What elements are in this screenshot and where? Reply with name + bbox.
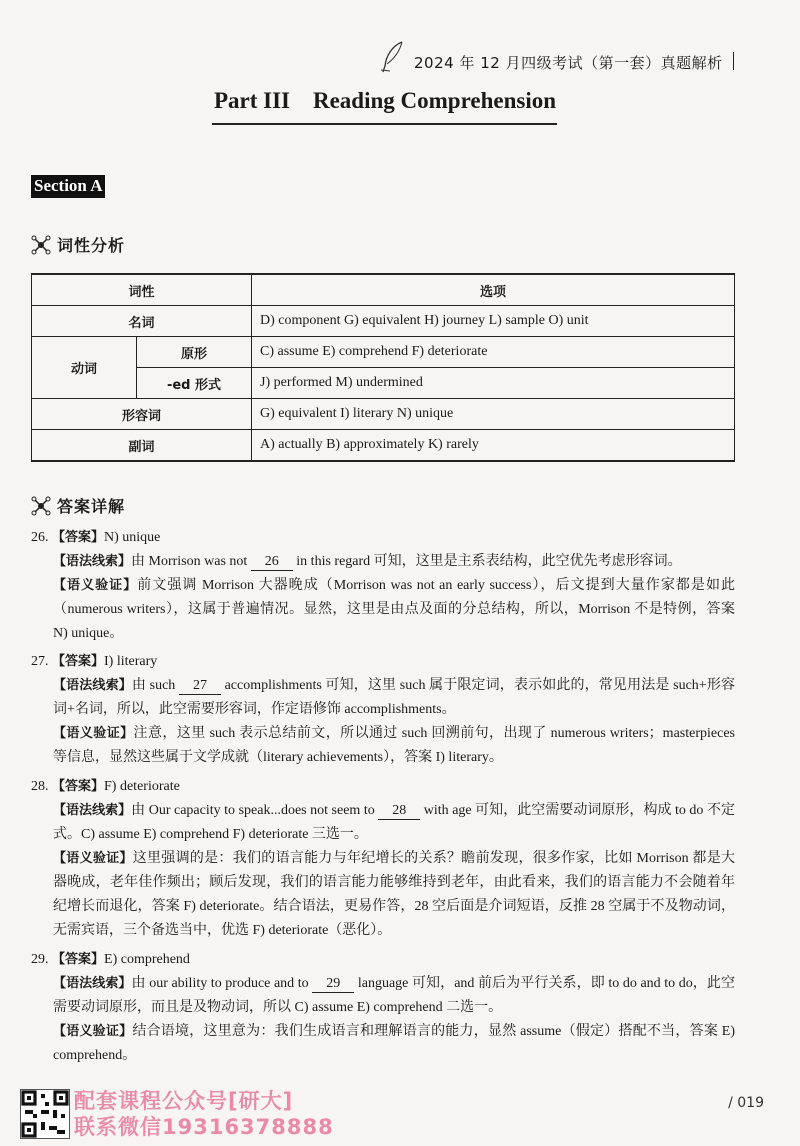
feather-pen-icon (378, 40, 408, 74)
page-header (378, 40, 748, 84)
grammar-clue: 【语法线索】由 Our capacity to speak...does not seem to 28 with age 可知，此空需要动词原形，构成 to do 不定式。C) assume E) comprehend F) deteriorate 三选一。 (53, 803, 735, 842)
pos-table (31, 273, 735, 462)
answer-tag: 【答案】 (52, 654, 105, 669)
answer-value: I) literary (104, 654, 158, 669)
semantic-tag: 【语义验证】 (53, 726, 134, 741)
table-header-row (32, 274, 735, 306)
page-number: / 019 (728, 1095, 764, 1111)
row-label-adj: 形容词 (32, 399, 252, 430)
question-number: 27. (31, 654, 49, 669)
col-header-pos: 词性 (32, 274, 252, 306)
promo-line-2: 联系微信19316378888 (74, 1115, 334, 1139)
row-label-verb-ed: -ed 形式 (137, 368, 252, 399)
col-header-options: 选项 (252, 274, 735, 306)
row-label-verb-base: 原形 (137, 337, 252, 368)
grammar-clue: 【语法线索】由 Morrison was not 26 in this regard 可知，这里是主系表结构，此空优先考虑形容词。 (53, 554, 682, 569)
answer-value: N) unique (104, 530, 161, 545)
part-title: Part III Reading Comprehension (213, 88, 557, 113)
row-items-verb-ed: J) performed M) undermined (252, 368, 735, 399)
header-title: 2024 年 12 月四级考试（第一套）真题解析 (414, 54, 723, 72)
grammar-tag: 【语法线索】 (53, 678, 132, 693)
blank-27: 27 (179, 678, 221, 695)
blank-29: 29 (312, 976, 354, 993)
semantic-tag: 【语义验证】 (53, 578, 138, 593)
title-underline (212, 123, 557, 125)
molecule-icon (31, 496, 51, 520)
table-row (32, 399, 735, 430)
semantic-check: 【语义验证】结合语境，这里意为：我们生成语言和理解语言的能力，显然 assume（假定）搭配不当，答案 E) comprehend。 (53, 1024, 735, 1063)
footer-promo (14, 1085, 334, 1141)
qr-code-icon (20, 1089, 70, 1139)
row-items-noun: D) component G) equivalent H) journey L) sample O) unit (252, 306, 735, 337)
answer-tag: 【答案】 (52, 779, 105, 794)
grammar-tag: 【语法线索】 (53, 554, 132, 569)
blank-28: 28 (378, 803, 420, 820)
row-items-verb-base: C) assume E) comprehend F) deteriorate (252, 337, 735, 368)
answer-tag: 【答案】 (52, 952, 105, 967)
row-label-noun: 名词 (32, 306, 252, 337)
semantic-tag: 【语义验证】 (53, 851, 133, 866)
table-row (32, 306, 735, 337)
section-badge: Section A (31, 175, 105, 198)
pos-heading (31, 233, 125, 259)
table-row (32, 368, 735, 399)
semantic-tag: 【语义验证】 (53, 1024, 133, 1039)
blank-26: 26 (251, 554, 293, 571)
grammar-clue: 【语法线索】由 such 27 accomplishments 可知，这里 such 属于限定词，表示如此的，常见用法是 such+形容词+名词，所以，此空需要形容词，作定语修饰 accomplishments。 (53, 678, 735, 717)
answer-tag: 【答案】 (52, 530, 105, 545)
semantic-check: 【语义验证】这里强调的是：我们的语言能力与年纪增长的关系？瞻前发现，很多作家，比如 Morrison 都是大器晚成，老年佳作频出；顾后发现，我们的语言能力能够维持到老年，由此看来，我们的语言能力不会随着年纪增长而退化，答案 F) deteriorate。结合语法，更易作答，28 空后面是介词短语，反推 28 空属于不及物动词，无需宾语，三个备选当中，优选 F) deteriorate（恶化）。 (53, 851, 735, 938)
table-row (32, 430, 735, 462)
grammar-tag: 【语法线索】 (53, 803, 132, 818)
semantic-check: 【语义验证】前文强调 Morrison 大器晚成（Morrison was not an early success），后文提到大量作家都是如此（numerous writers），这属于普遍情况。显然，这里是由点及面的分总结构，所以，Morrison 不是特例，答案 N) unique。 (53, 578, 735, 641)
pos-heading-text: 词性分析 (57, 236, 126, 255)
row-items-adv: A) actually B) approximately K) rarely (252, 430, 735, 462)
answer-value: E) comprehend (104, 952, 190, 967)
table-row (32, 337, 735, 368)
grammar-tag: 【语法线索】 (53, 976, 132, 991)
header-divider (733, 52, 734, 70)
semantic-check: 【语义验证】注意，这里 such 表示总结前文，所以通过 such 回溯前句，出现了 numerous writers；masterpieces 等信息，显然这些属于文学成就（literary achievements），答案 I) literary。 (53, 726, 735, 765)
row-items-adj: G) equivalent I) literary N) unique (252, 399, 735, 430)
answer-value: F) deteriorate (104, 779, 180, 794)
question-number: 29. (31, 952, 49, 967)
grammar-clue: 【语法线索】由 our ability to produce and to 29 language 可知，and 前后为平行关系，即 to do and to do，此空需要动词原形，而且是及物动词，所以 C) assume E) comprehend 二选一。 (53, 976, 735, 1015)
row-label-verb: 动词 (32, 337, 137, 399)
molecule-icon (31, 235, 51, 259)
promo-line-1: 配套课程公众号[研大] (74, 1089, 294, 1113)
question-number: 28. (31, 779, 49, 794)
row-label-adv: 副词 (32, 430, 252, 462)
answers-heading-text: 答案详解 (57, 497, 126, 516)
question-number: 26. (31, 530, 49, 545)
answers-heading (31, 494, 125, 520)
